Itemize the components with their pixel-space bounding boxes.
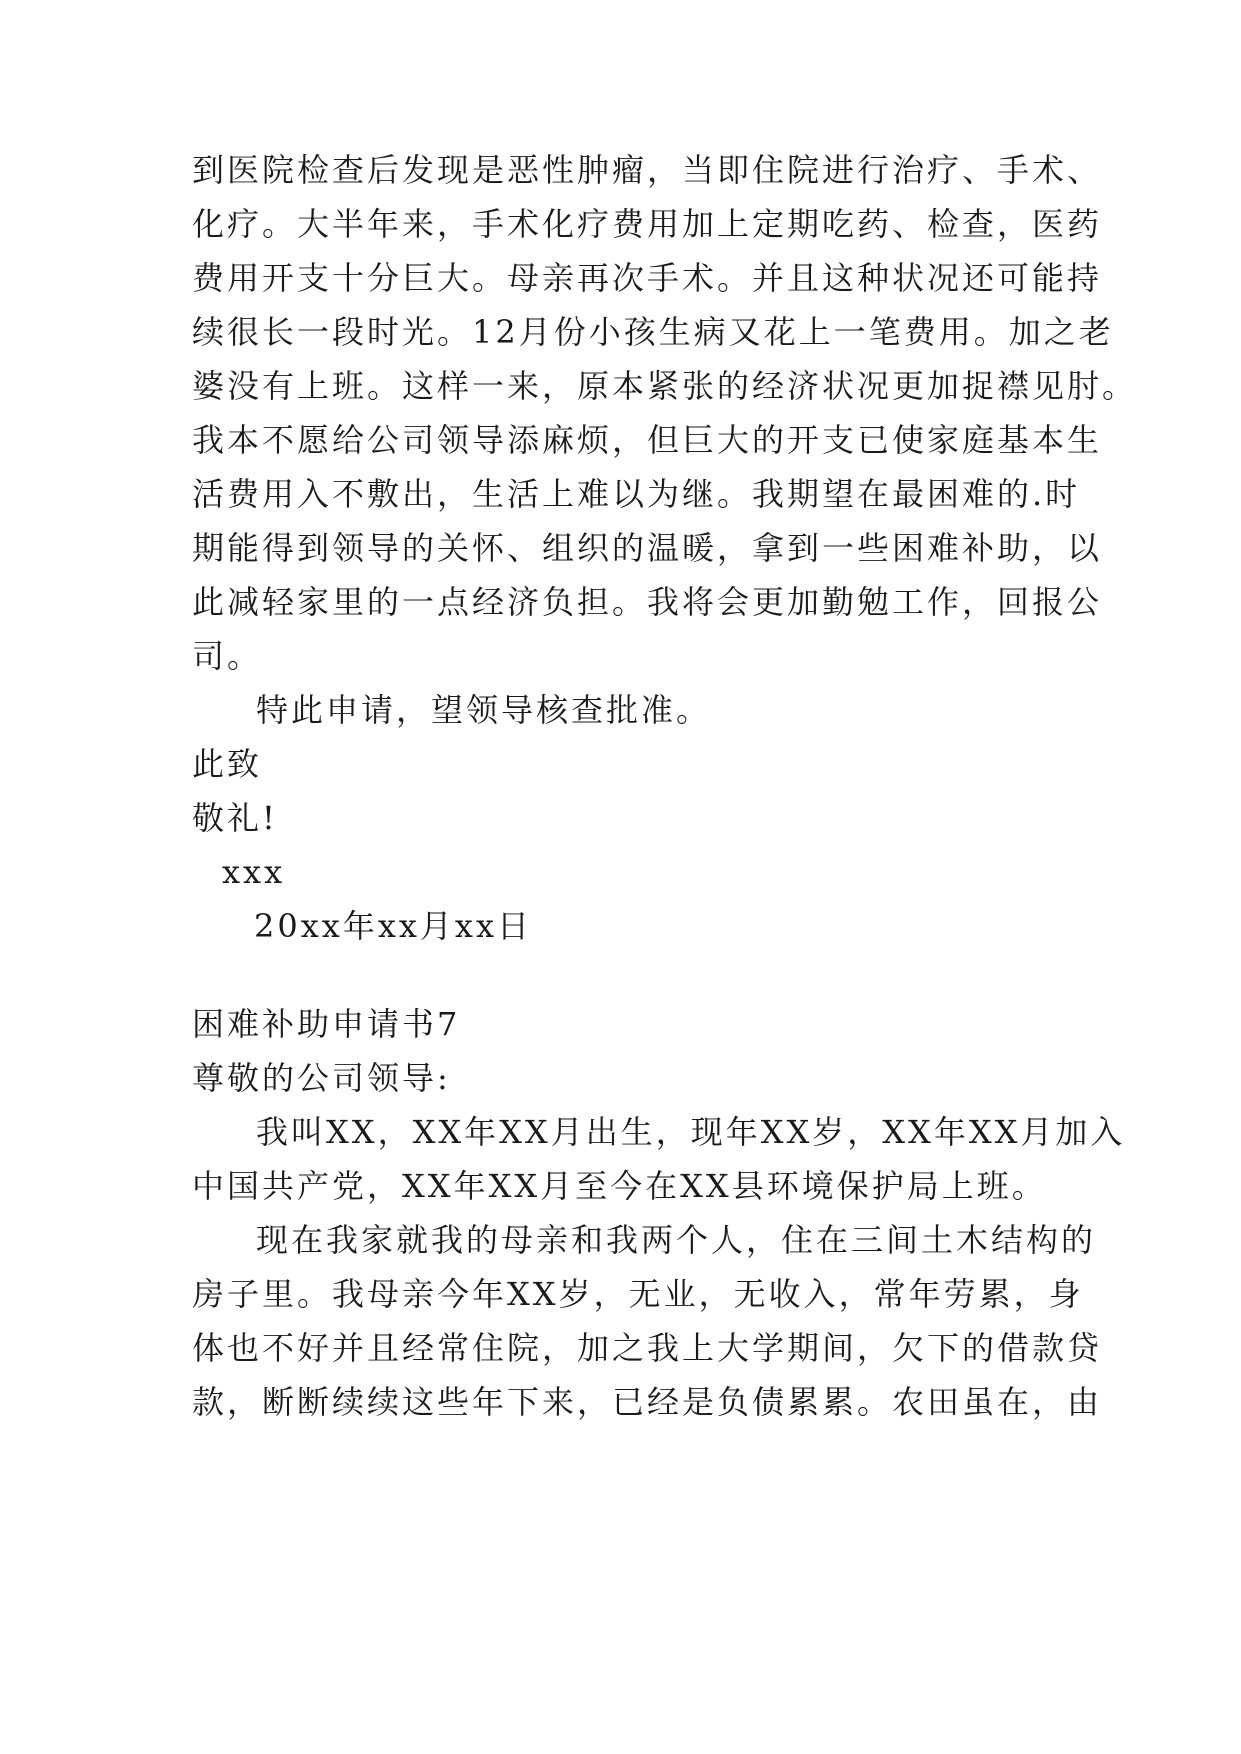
- salutation: 尊敬的公司领导:: [192, 1059, 451, 1097]
- body-text-line: 款，断断续续这些年下来，已经是负债累累。农田虽在，由: [192, 1383, 1103, 1421]
- body-text-line: 房子里。我母亲今年XX岁，无业，无收入，常年劳累，身: [192, 1275, 1084, 1313]
- body-text-line: 此减轻家里的一点经济负担。我将会更加勤勉工作，回报公: [192, 583, 1103, 621]
- body-text-line: 续很长一段时光。12月份小孩生病又花上一笔费用。加之老: [192, 313, 1114, 351]
- body-text-line: 现在我家就我的母亲和我两个人，住在三间土木结构的: [256, 1221, 1097, 1259]
- closing-request: 特此申请，望领导核查批准。: [256, 691, 712, 729]
- body-text-line: 我叫XX，XX年XX月出生，现年XX岁，XX年XX月加入: [256, 1113, 1126, 1151]
- body-text-line: 司。: [192, 637, 263, 675]
- body-text-line: 我本不愿给公司领导添麻烦，但巨大的开支已使家庭基本生: [192, 421, 1103, 459]
- section-title: 困难补助申请书7: [192, 1005, 461, 1043]
- body-text-line: 中国共产党，XX年XX月至今在XX县环境保护局上班。: [192, 1167, 1047, 1205]
- body-text-line: 化疗。大半年来，手术化疗费用加上定期吃药、检查，医药: [192, 205, 1103, 243]
- signature-date: 20xx年xx月xx日: [254, 907, 533, 945]
- closing-greeting: 此致: [192, 745, 263, 783]
- body-text-line: 婆没有上班。这样一来，原本紧张的经济状况更加捉襟见肘。: [192, 367, 1138, 405]
- signature-name: xxx: [222, 853, 286, 891]
- body-text-line: 期能得到领导的关怀、组织的温暖，拿到一些困难补助，以: [192, 529, 1103, 567]
- closing-salute: 敬礼!: [192, 799, 278, 837]
- body-text-line: 活费用入不敷出，生活上难以为继。我期望在最困难的.时: [192, 475, 1081, 513]
- body-text-line: 费用开支十分巨大。母亲再次手术。并且这种状况还可能持: [192, 259, 1103, 297]
- body-text-line: 体也不好并且经常住院，加之我上大学期间，欠下的借款贷: [192, 1329, 1103, 1367]
- body-text-line: 到医院检查后发现是恶性肿瘤，当即住院进行治疗、手术、: [192, 151, 1103, 189]
